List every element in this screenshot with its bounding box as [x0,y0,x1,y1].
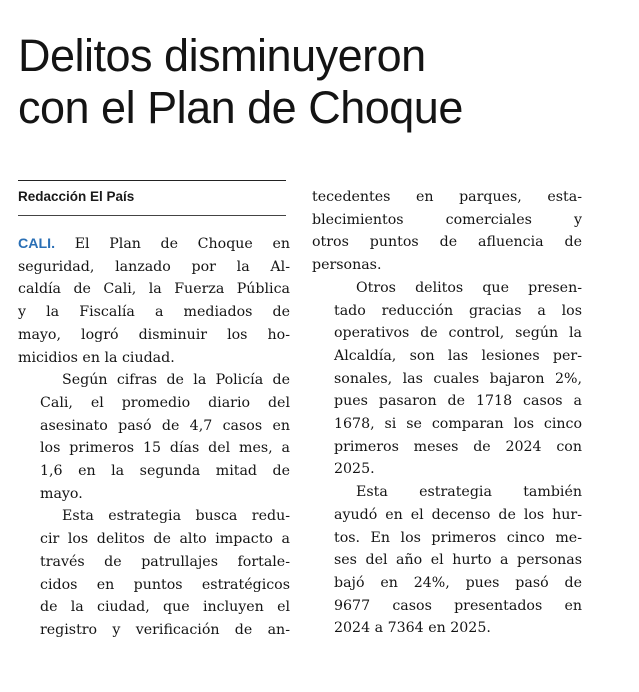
paragraph-4 [312,277,582,481]
paragraph-1 [18,233,290,369]
paragraph-3-line-2: cir los delitos de alto impacto a [40,531,290,548]
paragraph-3c-line-3: otros puntos de afluencia de [312,234,582,251]
paragraph-1-line-1-text: El Plan de Choque en [74,236,291,252]
article-column-left [18,233,290,642]
paragraph-2-line-6: mayo. [40,485,83,502]
paragraph-5-line-6: 9677 casos presentados en [334,597,582,614]
paragraph-4-line-7: 1678, si se comparan los cinco [334,416,582,433]
byline: Redacción El País [18,189,135,204]
paragraph-3-line-1: Esta estrategia busca redu- [62,508,290,525]
paragraph-5-line-1: Esta estrategia también [356,484,582,501]
paragraph-3-continued [312,186,582,277]
paragraph-3c-line-4: personas. [312,257,382,274]
paragraph-3 [18,505,290,641]
paragraph-3c-line-2: blecimientos comerciales y [312,211,582,228]
paragraph-4-line-4: Alcaldía, son las lesiones per- [334,347,582,364]
paragraph-1-line-3: caldía de Cali, la Fuerza Pública [18,281,290,298]
paragraph-1-line-4: y la Fiscalía a mediados de [18,304,290,321]
headline-line-2: con el Plan de Choque [18,82,463,133]
paragraph-1-line-1 [18,233,290,256]
paragraph-5-line-7: 2024 a 7364 en 2025. [334,620,491,637]
headline-line-1: Delitos disminuyeron [18,30,426,81]
paragraph-3-line-4: cidos en puntos estratégicos [40,576,290,593]
article-column-right [312,186,582,640]
paragraph-2-line-3: asesinato pasó de 4,7 casos en [40,417,290,434]
paragraph-4-line-9: 2025. [334,461,375,478]
paragraph-4-line-6: pues pasaron de 1718 casos a [334,393,582,410]
byline-top-rule [18,180,286,181]
byline-bottom-rule [18,215,286,216]
paragraph-4-line-8: primeros meses de 2024 con [334,438,582,455]
paragraph-5-line-5: bajó en 24%, pues pasó de [334,574,582,591]
paragraph-2-line-2: Cali, el promedio diario del [40,394,290,411]
paragraph-2-line-4: los primeros 15 días del mes, a [40,440,290,457]
paragraph-4-line-3: operativos de control, según la [334,325,582,342]
paragraph-2 [18,369,290,505]
paragraph-4-line-5: sonales, las cuales bajaron 2%, [334,370,582,387]
paragraph-5-line-2: ayudó en el decenso de los hur- [334,506,582,523]
paragraph-3-line-5: de la ciudad, que incluyen el [40,599,290,616]
paragraph-4-line-2: tado reducción gracias a los [334,302,582,319]
paragraph-5-line-4: ses del año el hurto a personas [334,552,582,569]
paragraph-3-line-6: registro y verificación de an- [40,621,290,638]
paragraph-1-line-2: seguridad, lanzado por la Al- [18,258,290,275]
paragraph-2-line-1: Según cifras de la Policía de [62,372,290,389]
paragraph-4-line-1: Otros delitos que presen- [356,279,582,296]
paragraph-2-line-5: 1,6 en la segunda mitad de [40,463,290,480]
paragraph-5-line-3: tos. En los primeros cinco me- [334,529,582,546]
paragraph-1-line-5: mayo, logró disminuir los ho- [18,326,290,343]
headline [18,30,628,134]
paragraph-5 [312,481,582,640]
dateline: CALI. [18,236,56,252]
paragraph-3c-line-1: tecedentes en parques, esta- [312,189,582,205]
paragraph-3-line-3: través de patrullajes fortale- [40,553,290,570]
paragraph-1-line-6: micidios en la ciudad. [18,349,175,366]
